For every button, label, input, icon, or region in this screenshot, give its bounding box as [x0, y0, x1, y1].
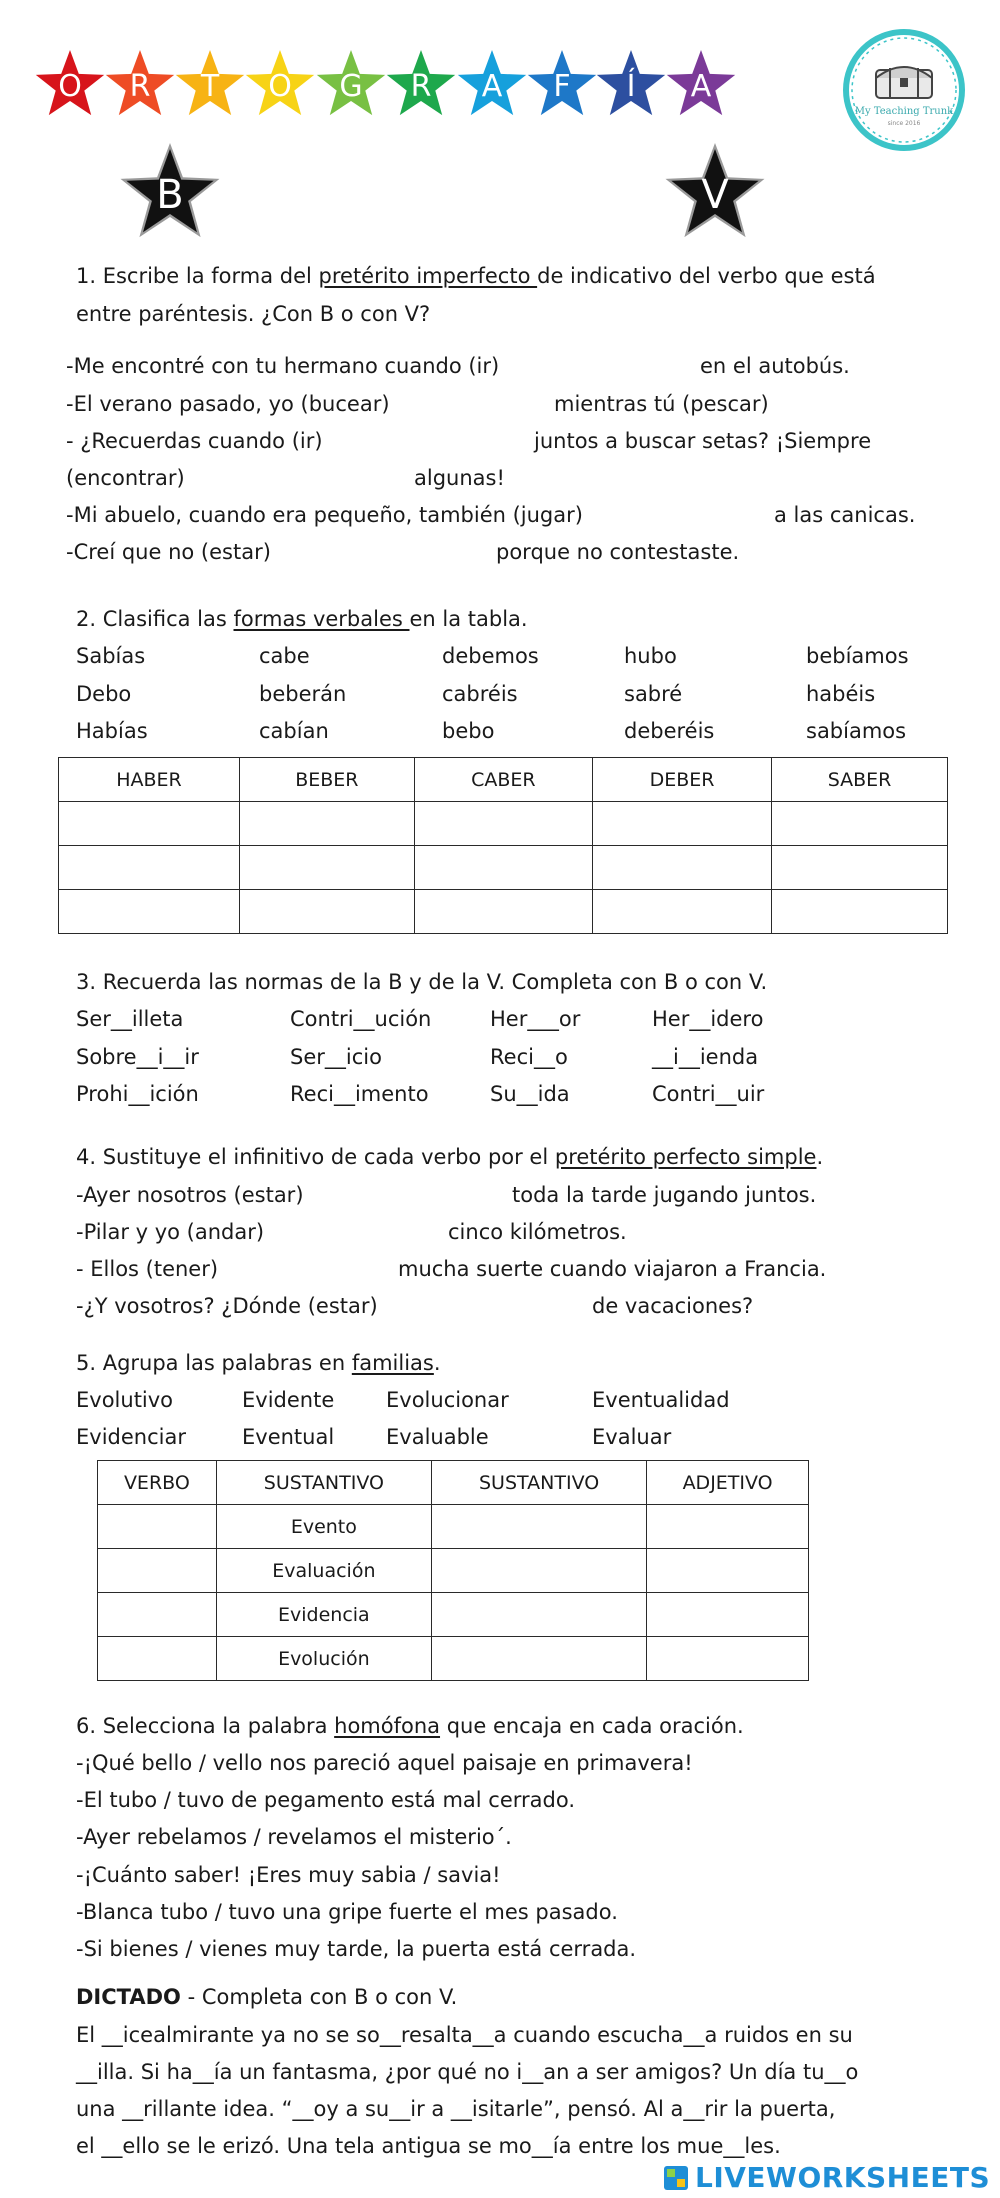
ex1-line-3a: - ¿Recuerdas cuando (ir) — [66, 429, 323, 453]
word-item: Sobre__i__ir — [76, 1045, 199, 1069]
word-item: Contri__uir — [652, 1082, 765, 1106]
word-bank-item: Evidenciar — [76, 1425, 186, 1449]
ex3-title: 3. Recuerda las normas de la B y de la V. Completa con B o con V. — [76, 970, 768, 994]
word-bank-item: Evolucionar — [386, 1388, 509, 1412]
title-star-10 — [665, 48, 737, 120]
ex6-line-2[interactable]: -El tubo / tuvo de pegamento está mal cerrado. — [76, 1788, 576, 1812]
ex1-line-1a: -Me encontré con tu hermano cuando (ir) — [66, 354, 500, 378]
dictado-line-2[interactable]: __illa. Si ha__ía un fantasma, ¿por qué no i__an a ser amigos? Un día tu__o — [76, 2060, 859, 2084]
ex4-line-4a: -¿Y vosotros? ¿Dónde (estar) — [76, 1294, 378, 1318]
ex1-line-5a: -Mi abuelo, cuando era pequeño, también (jugar) — [66, 503, 583, 527]
table-cell[interactable] — [98, 1505, 217, 1549]
word-bank-item: Sabías — [76, 644, 146, 668]
ex2-header-haber: HABER — [59, 758, 240, 802]
table-cell[interactable] — [239, 890, 414, 934]
ex1-line-2b: mientras tú (pescar) — [554, 392, 769, 416]
ex4-line-3a: - Ellos (tener) — [76, 1257, 219, 1281]
table-cell[interactable] — [592, 846, 771, 890]
title-star-1 — [34, 48, 106, 120]
word-bank-item: cabían — [259, 719, 329, 743]
word-bank-item: deberéis — [624, 719, 715, 743]
word-bank-item: habéis — [806, 682, 876, 706]
word-bank-item: cabréis — [442, 682, 518, 706]
title-star-letter: Í — [626, 68, 636, 104]
table-cell[interactable] — [431, 1549, 646, 1593]
word-bank-item: Eventual — [242, 1425, 335, 1449]
ex5-title: 5. Agrupa las palabras en familias. — [76, 1351, 441, 1375]
word-item: Ser__illeta — [76, 1007, 184, 1031]
title-star-letter: F — [553, 68, 571, 104]
given-word: Evolución — [216, 1637, 431, 1681]
ex1-line-1b: en el autobús. — [700, 354, 850, 378]
table-cell[interactable] — [431, 1505, 646, 1549]
word-bank-item: Evaluable — [386, 1425, 489, 1449]
word-bank-item: bebo — [442, 719, 495, 743]
big-star-letter: V — [701, 172, 729, 218]
ex4-line-2b: cinco kilómetros. — [448, 1220, 627, 1244]
word-bank-item: Evolutivo — [76, 1388, 174, 1412]
word-bank-item: Habías — [76, 719, 148, 743]
liveworksheets-icon — [664, 2166, 688, 2190]
ex6-line-5[interactable]: -Blanca tubo / tuvo una gripe fuerte el mes pasado. — [76, 1900, 618, 1924]
title-star-letter: O — [58, 68, 82, 104]
table-cell[interactable] — [414, 846, 592, 890]
ex6-line-3[interactable]: -Ayer rebelamos / revelamos el misterio´. — [76, 1825, 512, 1849]
table-cell[interactable] — [98, 1637, 217, 1681]
table-cell[interactable] — [772, 846, 948, 890]
ex1-line-5b: a las canicas. — [774, 503, 916, 527]
title-star-letter: A — [690, 68, 712, 104]
ex4-line-4b: de vacaciones? — [592, 1294, 754, 1318]
ex2-header-saber: SABER — [772, 758, 948, 802]
logo-subtext: since 2016 — [887, 120, 921, 127]
table-cell[interactable] — [59, 846, 240, 890]
ex2-title: 2. Clasifica las formas verbales en la tabla. — [76, 607, 528, 631]
ex6-line-6[interactable]: -Si bienes / vienes muy tarde, la puerta está cerrada. — [76, 1937, 637, 1961]
word-bank-item: bebíamos — [806, 644, 909, 668]
table-cell[interactable] — [414, 802, 592, 846]
ex1-title-line2: entre paréntesis. ¿Con B o con V? — [76, 302, 431, 326]
word-item: Reci__o — [490, 1045, 568, 1069]
title-star-letter: G — [339, 68, 363, 104]
letter-v-star — [663, 140, 767, 244]
title-star-3 — [174, 48, 246, 120]
word-item: Reci__imento — [290, 1082, 429, 1106]
ex2-header-caber: CABER — [414, 758, 592, 802]
word-item: Her___or — [490, 1007, 581, 1031]
table-cell[interactable] — [414, 890, 592, 934]
title-star-4 — [244, 48, 316, 120]
table-cell[interactable] — [239, 802, 414, 846]
liveworksheets-brand: LIVEWORKSHEETS — [695, 2161, 991, 2194]
ex5-header-verbo: VERBO — [98, 1461, 217, 1505]
word-bank-item: debemos — [442, 644, 539, 668]
table-cell[interactable] — [772, 802, 948, 846]
ex4-line-3b: mucha suerte cuando viajaron a Francia. — [398, 1257, 827, 1281]
title-star-9 — [595, 48, 667, 120]
table-cell[interactable] — [98, 1549, 217, 1593]
word-bank-item: beberán — [259, 682, 347, 706]
ex1-line-4b: algunas! — [414, 466, 505, 490]
word-bank-item: Evaluar — [592, 1425, 672, 1449]
table-cell[interactable] — [59, 802, 240, 846]
dictado-title: DICTADO - Completa con B o con V. — [76, 1985, 458, 2009]
ex1-line-6b: porque no contestaste. — [496, 540, 740, 564]
ex1-line-2a: -El verano pasado, yo (bucear) — [66, 392, 390, 416]
ex4-line-2a: -Pilar y yo (andar) — [76, 1220, 265, 1244]
ex6-title: 6. Selecciona la palabra homófona que encaja en cada oración. — [76, 1714, 744, 1738]
title-star-5 — [315, 48, 387, 120]
title-star-letter: A — [481, 68, 503, 104]
table-cell[interactable] — [239, 846, 414, 890]
table-cell[interactable] — [772, 890, 948, 934]
word-bank-item: Eventualidad — [592, 1388, 730, 1412]
letter-b-star — [118, 140, 222, 244]
title-star-letter: R — [129, 68, 151, 104]
word-item: __i__ienda — [652, 1045, 759, 1069]
ex6-line-1[interactable]: -¡Qué bello / vello nos pareció aquel paisaje en primavera! — [76, 1751, 693, 1775]
word-bank-item: sabré — [624, 682, 683, 706]
title-star-7 — [456, 48, 528, 120]
teaching-trunk-logo — [842, 28, 966, 152]
word-item: Contri__ución — [290, 1007, 432, 1031]
title-star-letter: O — [268, 68, 292, 104]
ex1-line-3b: juntos a buscar setas? ¡Siempre — [534, 429, 872, 453]
ex2-table — [58, 757, 948, 934]
given-word: Evidencia — [216, 1593, 431, 1637]
ex4-title: 4. Sustituye el infinitivo de cada verbo por el pretérito perfecto simple. — [76, 1145, 824, 1169]
ex1-title: 1. Escribe la forma del pretérito imperfecto de indicativo del verbo que está — [76, 264, 876, 288]
word-bank-item: sabíamos — [806, 719, 907, 743]
table-cell[interactable] — [647, 1593, 809, 1637]
word-item: Su__ida — [490, 1082, 570, 1106]
ex5-header-adjetivo: ADJETIVO — [647, 1461, 809, 1505]
dictado-line-4[interactable]: el __ello se le erizó. Una tela antigua se mo__ía entre los mue__les. — [76, 2134, 781, 2158]
word-bank-item: hubo — [624, 644, 677, 668]
trunk-icon — [842, 28, 966, 152]
ex1-line-4a: (encontrar) — [66, 466, 185, 490]
word-item: Her__idero — [652, 1007, 764, 1031]
table-cell[interactable] — [431, 1637, 646, 1681]
table-cell[interactable] — [592, 890, 771, 934]
ex5-table — [97, 1460, 809, 1681]
table-cell[interactable] — [647, 1549, 809, 1593]
word-item: Ser__icio — [290, 1045, 382, 1069]
title-star-6 — [385, 48, 457, 120]
title-star-letter: R — [410, 68, 432, 104]
word-bank-item: cabe — [259, 644, 310, 668]
ex6-line-4[interactable]: -¡Cuánto saber! ¡Eres muy sabia / savia! — [76, 1863, 501, 1887]
ex1-line-6a: -Creí que no (estar) — [66, 540, 271, 564]
word-bank-item: Evidente — [242, 1388, 335, 1412]
word-bank-item: Debo — [76, 682, 132, 706]
ex2-header-deber: DEBER — [592, 758, 771, 802]
dictado-line-3[interactable]: una __rillante idea. “__oy a su__ir a __isitarle”, pensó. Al a__rir la puerta, — [76, 2097, 836, 2121]
table-cell[interactable] — [592, 802, 771, 846]
table-cell[interactable] — [647, 1637, 809, 1681]
dictado-line-1[interactable]: El __icealmirante ya no se so__resalta__a cuando escucha__a ruidos en su — [76, 2023, 853, 2047]
title-star-letter: T — [200, 68, 220, 104]
table-cell[interactable] — [431, 1593, 646, 1637]
ex5-header-sustantivo-2: SUSTANTIVO — [431, 1461, 646, 1505]
given-word: Evaluación — [216, 1549, 431, 1593]
table-cell[interactable] — [98, 1593, 217, 1637]
big-star-letter: B — [156, 172, 184, 218]
title-star-2 — [104, 48, 176, 120]
logo-text: My Teaching Trunk — [854, 106, 954, 117]
word-item: Prohi__ición — [76, 1082, 199, 1106]
ex4-line-1b: toda la tarde jugando juntos. — [512, 1183, 817, 1207]
ex5-header-sustantivo-1: SUSTANTIVO — [216, 1461, 431, 1505]
given-word: Evento — [216, 1505, 431, 1549]
table-cell[interactable] — [647, 1505, 809, 1549]
table-cell[interactable] — [59, 890, 240, 934]
ex2-header-beber: BEBER — [239, 758, 414, 802]
ex4-line-1a: -Ayer nosotros (estar) — [76, 1183, 304, 1207]
title-star-8 — [526, 48, 598, 120]
